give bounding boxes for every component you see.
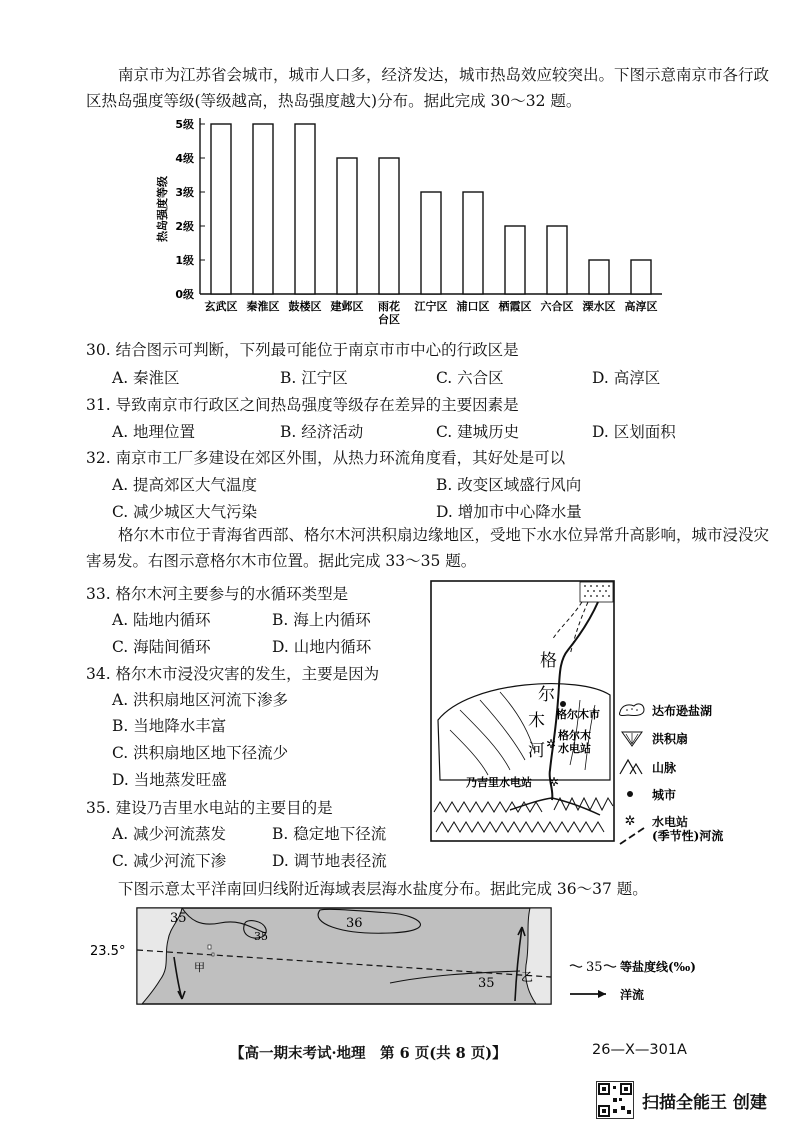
q32-option-c: C. 减少城区大气污染 (112, 503, 258, 521)
heat-island-bar-chart (150, 110, 670, 342)
question-32-stem: 32. 南京市工厂多建设在郊区外围，从热力环流角度看，其好处是可以 (86, 449, 566, 467)
river-char-1: 格 (540, 651, 557, 671)
bar-9 (547, 226, 567, 294)
bar-2 (253, 124, 273, 294)
golmud-station-label-1: 格尔木 (558, 729, 591, 742)
bar-6 (421, 192, 441, 294)
intro-paragraph-1: 南京市为江苏省会城市，城市人口多，经济发达，城市热岛效应较突出。下图示意南京市各行政区热岛强度等级(等级越高，热岛强度越大)分布。据此完成 30～32 题。 (86, 66, 770, 110)
qr-code-icon (596, 1081, 634, 1119)
naijili-station-icon: ✲ (548, 775, 560, 789)
current-label-jia: 甲 (194, 961, 205, 974)
iso-label-b: 35 (254, 930, 268, 943)
latitude-label: 23.5° (90, 944, 126, 959)
bar-4 (337, 158, 357, 294)
q35-option-d: D. 调节地表径流 (272, 852, 387, 870)
legend-alluvial-fan (622, 731, 688, 746)
q34-option-a: A. 洪积扇地区河流下渗多 (112, 691, 289, 709)
golmud-map-legend (616, 696, 796, 846)
category-label: 鼓楼区 (288, 300, 322, 313)
q31-option-b: B. 经济活动 (280, 423, 364, 441)
category-label: 秦淮区 (246, 300, 280, 313)
category-label: 建邺区 (330, 300, 364, 313)
y-tick-label: 2级 (175, 220, 194, 233)
golmud-city-label: 格尔木市 (556, 708, 600, 721)
category-label: 雨花 (378, 300, 400, 313)
salinity-legend (568, 950, 748, 1000)
legend-salt-lake (619, 703, 712, 718)
q31-option-a: A. 地理位置 (112, 423, 196, 441)
golmud-city-dot (560, 701, 566, 707)
q35-option-b: B. 稳定地下径流 (272, 825, 387, 843)
category-label: 溧水区 (582, 300, 616, 313)
q32-option-a: A. 提高郊区大气温度 (112, 476, 258, 494)
scanner-watermark (596, 1080, 767, 1120)
question-35-stem: 35. 建设乃吉里水电站的主要目的是 (86, 799, 333, 817)
river-char-2: 尔 (538, 685, 555, 705)
legend-city-label: 城市 (652, 788, 677, 802)
q31-option-c: C. 建城历史 (436, 423, 520, 441)
legend-hydropower-label: 水电站 (652, 815, 689, 829)
legend-current-label: 洋流 (620, 988, 645, 1000)
scanner-watermark-text: 扫描全能王 创建 (642, 1092, 767, 1113)
river-char-3: 木 (528, 711, 545, 731)
legend-river-label: (季节性)河流 (652, 829, 724, 843)
q35-option-a: A. 减少河流蒸发 (112, 825, 227, 843)
bar-3 (295, 124, 315, 294)
category-label: 高淳区 (624, 300, 658, 313)
legend-mountain-label: 山脉 (652, 761, 677, 775)
legend-mountain (620, 760, 677, 775)
iso-label-a: 35 (170, 911, 187, 926)
category-label: 玄武区 (204, 300, 238, 313)
q30-option-c: C. 六合区 (436, 369, 504, 387)
legend-alluvial-fan-label: 洪积扇 (652, 732, 689, 746)
y-tick-label: 1级 (175, 254, 194, 267)
page-footer-title: 【高一期末考试·地理 第 6 页(共 8 页)】 (230, 1045, 507, 1062)
category-label: 江宁区 (414, 300, 448, 313)
q32-option-b: B. 改变区域盛行风向 (436, 476, 582, 494)
bar-1 (211, 124, 231, 294)
q30-option-d: D. 高淳区 (592, 369, 661, 387)
y-tick-label: 5级 (175, 118, 194, 131)
q33-option-a: A. 陆地内循环 (112, 611, 211, 629)
legend-salt-lake-label: 达布逊盐湖 (652, 704, 713, 718)
q30-option-a: A. 秦淮区 (112, 369, 180, 387)
salinity-map (90, 905, 560, 1007)
question-30-stem: 30. 结合图示可判断，下列最可能位于南京市市中心的行政区是 (86, 341, 519, 359)
q34-option-c: C. 洪积扇地区地下径流少 (112, 744, 289, 762)
q33-option-b: B. 海上内循环 (272, 611, 371, 629)
bar-10 (589, 260, 609, 294)
question-33-stem: 33. 格尔木河主要参与的水循环类型是 (86, 585, 349, 603)
category-label: 台区 (378, 313, 400, 326)
y-axis-label: 热岛强度等级 (156, 176, 169, 242)
category-label: 栖霞区 (498, 300, 532, 313)
page-footer-code: 26—X—301A (592, 1042, 687, 1058)
q33-option-d: D. 山地内循环 (272, 638, 372, 656)
y-tick-label: 4级 (175, 152, 194, 165)
golmud-station-label-2: 水电站 (558, 742, 591, 755)
legend-river (620, 828, 723, 844)
intro-paragraph-2: 格尔木市位于青海省西部、格尔木河洪积扇边缘地区，受地下水水位异常升高影响，城市浸没灾害易发。右图示意格尔木市位置。据此完成 33～35 题。 (86, 526, 770, 570)
bar-5 (379, 158, 399, 294)
y-tick-label: 0级 (175, 288, 194, 301)
y-tick-label: 3级 (175, 186, 194, 199)
legend-city (627, 787, 676, 802)
category-label: 六合区 (540, 300, 574, 313)
eastern-landmass (526, 908, 551, 1004)
legend-isohaline-num: 35 (586, 960, 603, 975)
q31-option-d: D. 区划面积 (592, 423, 676, 441)
question-31-stem: 31. 导致南京市行政区之间热岛强度等级存在差异的主要因素是 (86, 396, 519, 414)
golmud-location-map (430, 580, 615, 842)
q33-option-c: C. 海陆间循环 (112, 638, 211, 656)
bar-8 (505, 226, 525, 294)
naijili-station-label: 乃吉里水电站 (466, 776, 532, 789)
q30-option-b: B. 江宁区 (280, 369, 348, 387)
salt-lake-symbol (580, 582, 613, 602)
current-label-yi: 乙 (521, 970, 534, 984)
category-label: 浦口区 (456, 300, 490, 313)
q34-option-d: D. 当地蒸发旺盛 (112, 771, 227, 789)
bar-11 (631, 260, 651, 294)
legend-hydropower (625, 814, 688, 829)
legend-isohaline-symbol (570, 965, 582, 967)
svg-text:✲: ✲ (624, 814, 636, 829)
iso-label-c: 36 (346, 916, 363, 931)
iso-label-d: 35 (478, 976, 495, 991)
river-char-4: 河 (528, 741, 545, 761)
intro-paragraph-3: 下图示意太平洋南回归线附近海域表层海水盐度分布。据此完成 36～37 题。 (118, 880, 648, 898)
question-34-stem: 34. 格尔木市浸没灾害的发生，主要是因为 (86, 665, 380, 683)
q34-option-b: B. 当地降水丰富 (112, 717, 227, 735)
bar-7 (463, 192, 483, 294)
golmud-station-icon: ✲ (545, 737, 557, 751)
q32-option-d: D. 增加市中心降水量 (436, 503, 582, 521)
legend-isohaline-label: 等盐度线(‰) (620, 960, 696, 974)
q35-option-c: C. 减少河流下渗 (112, 852, 227, 870)
